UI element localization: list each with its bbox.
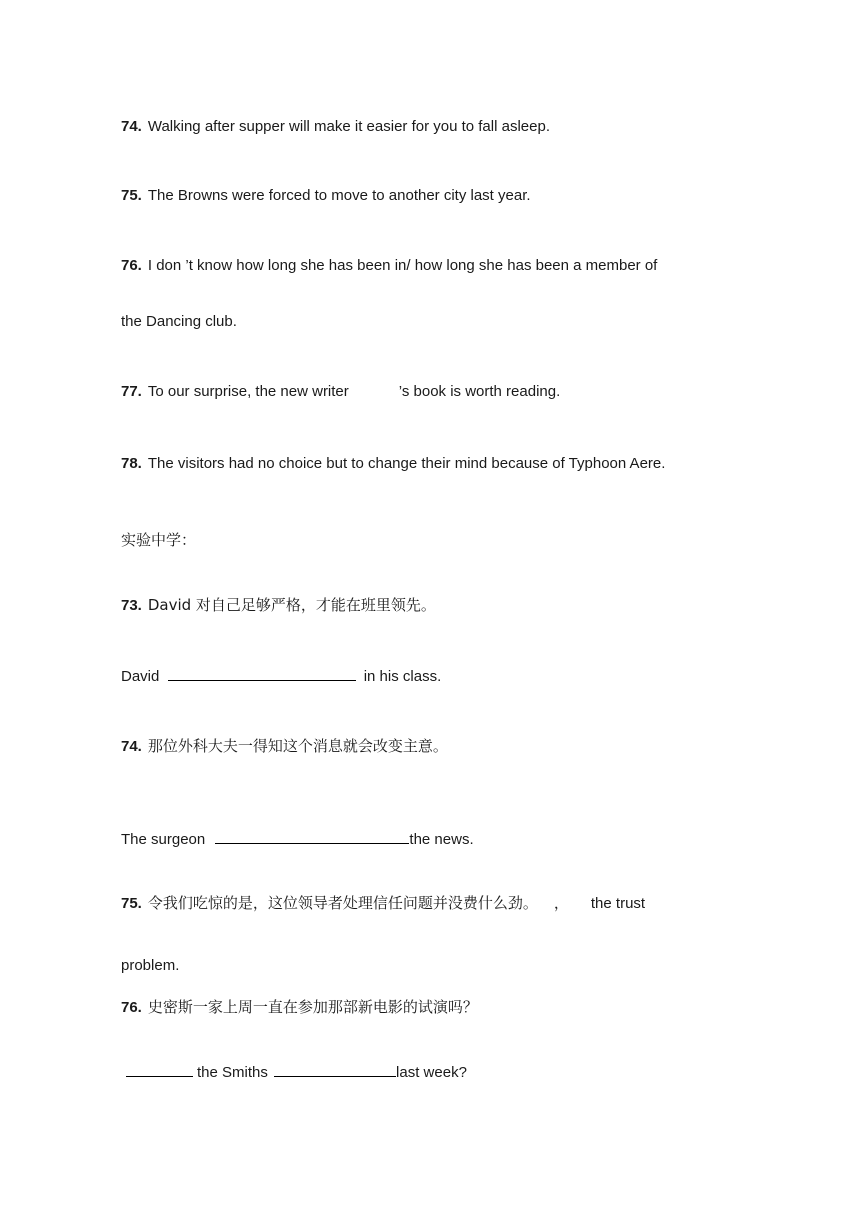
q75-fill-continued	[121, 956, 179, 976]
question-number: 73.	[121, 597, 142, 614]
q76-line-continued	[121, 312, 237, 332]
question-number: 76.	[121, 257, 142, 274]
question-number: 75.	[121, 187, 142, 204]
question-number: 78.	[121, 455, 142, 472]
fill-text: the Smiths	[197, 1064, 268, 1081]
q74-fill	[121, 829, 474, 850]
q76-prompt	[121, 997, 478, 1018]
fill-text: The surgeon	[121, 831, 206, 848]
q73-prompt	[121, 595, 436, 616]
answer-text: ’s book is worth reading.	[398, 383, 561, 400]
answer-text: The Browns were forced to move to another city last year.	[147, 187, 531, 204]
answer-text: Walking after supper will make it easier for you to fall asleep.	[147, 118, 550, 135]
prompt-text: 令我们吃惊的是，这位领导者处理信任问题并没费什么劲。	[147, 894, 538, 912]
q78-line	[121, 454, 665, 474]
q76-line	[121, 256, 657, 276]
q74-line	[121, 117, 550, 137]
q75-prompt	[121, 893, 645, 914]
answer-blank[interactable]	[168, 666, 356, 681]
answer-blank[interactable]	[215, 829, 409, 844]
fill-text: in his class.	[363, 668, 442, 685]
answer-text: the Dancing club.	[121, 313, 237, 330]
answer-blank[interactable]	[274, 1062, 396, 1077]
fill-text: problem.	[121, 957, 180, 974]
question-number: 74.	[121, 738, 142, 755]
q76-fill	[126, 1062, 467, 1083]
fill-text: David	[121, 668, 160, 685]
prompt-text: 那位外科大夫一得知这个消息就会改变主意。	[147, 737, 448, 755]
answer-text: I don ’t know how long she has been in/ how long she has been a member of	[147, 257, 658, 274]
question-number: 74.	[121, 118, 142, 135]
answer-text: The visitors had no choice but to change their mind because of Typhoon Aere.	[147, 455, 666, 472]
q73-fill	[121, 666, 441, 687]
fill-text: the trust	[590, 895, 646, 912]
separator: ，	[553, 895, 569, 912]
prompt-text: David 对自己足够严格，才能在班里领先。	[147, 596, 436, 614]
answer-blank[interactable]	[126, 1062, 193, 1077]
question-number: 75.	[121, 895, 142, 912]
prompt-text: 史密斯一家上周一直在参加那部新电影的试演吗？	[147, 998, 478, 1016]
section-heading: 实验中学：	[121, 531, 197, 549]
fill-text: the news.	[409, 831, 474, 848]
question-number: 76.	[121, 999, 142, 1016]
fill-text: last week?	[396, 1064, 467, 1081]
q75-line	[121, 186, 531, 206]
q77-line	[121, 382, 560, 402]
q74-prompt	[121, 736, 448, 757]
question-number: 77.	[121, 383, 142, 400]
answer-text: To our surprise, the new writer	[147, 383, 349, 400]
